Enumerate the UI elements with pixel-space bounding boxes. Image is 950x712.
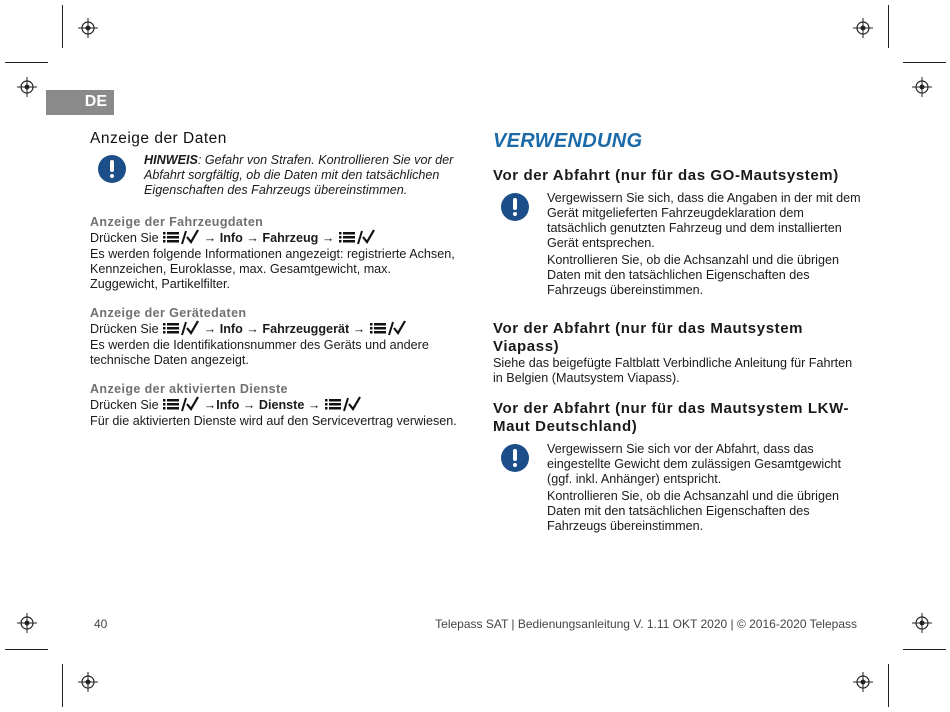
warning-icon <box>501 444 529 472</box>
path-step-info: Info <box>219 322 243 336</box>
device-data-title: Anzeige der Gerätedaten <box>90 306 247 320</box>
arrow-icon: → <box>242 398 256 412</box>
crop-mark <box>903 62 946 63</box>
path-step-device: Fahrzeuggerät <box>262 322 350 336</box>
press-label: Drücken Sie <box>90 398 159 412</box>
menu-check-icon <box>324 396 362 412</box>
page-title: VERWENDUNG <box>493 130 643 152</box>
warning-icon <box>98 155 126 183</box>
path-step-info: Info <box>216 398 240 412</box>
crop-mark <box>888 5 889 48</box>
go-note-p1: Vergewissern Sie sich, dass die Angaben in der mit dem Gerät mitgelieferten Fahrzeugdeklaration dem tatsächlich genutzten Fahrzeug und dem installierten Gerät entsprechen. <box>547 191 861 250</box>
crop-mark <box>888 664 889 707</box>
crop-mark <box>5 649 48 650</box>
go-note-p2: Kontrollieren Sie, ob die Achsanzahl und die übrigen Daten mit den tatsächlichen Eigenschaften des Fahrzeugs übereinstimmen. <box>547 253 839 297</box>
warning-text <box>144 153 460 198</box>
registration-mark-icon <box>912 77 932 97</box>
registration-mark-icon <box>78 18 98 38</box>
crop-mark <box>62 5 63 48</box>
registration-mark-icon <box>853 18 873 38</box>
registration-mark-icon <box>17 77 37 97</box>
warning-note <box>90 153 460 198</box>
arrow-icon: → <box>203 398 217 412</box>
language-tab-label: DE <box>84 93 107 110</box>
menu-check-icon <box>162 229 200 245</box>
right-column <box>493 130 863 534</box>
note-body: : Gefahr von Strafen. Kontrollieren Sie vor der Abfahrt sorgfältig, ob die Daten mit den tatsächlichen Eigenschaften des Fahrzeugs übereinstimmen. <box>144 153 454 197</box>
registration-mark-icon <box>853 672 873 692</box>
left-column <box>90 130 460 429</box>
go-section-heading: Vor der Abfahrt (nur für das GO-Mautsystem) <box>493 167 839 184</box>
services-desc: Für die aktivierten Dienste wird auf den Servicevertrag verwiesen. <box>90 414 457 428</box>
page-number: 40 <box>94 617 108 631</box>
language-tab <box>46 90 114 115</box>
arrow-icon: → <box>246 322 259 336</box>
note-label: HINWEIS <box>144 153 198 167</box>
arrow-icon: → <box>203 231 217 245</box>
warning-icon <box>501 193 529 221</box>
press-label: Drücken Sie <box>90 322 159 336</box>
registration-mark-icon <box>78 672 98 692</box>
device-data-path <box>90 320 460 338</box>
arrow-icon: → <box>321 231 335 245</box>
arrow-icon: → <box>352 322 366 336</box>
path-step-info: Info <box>219 231 243 245</box>
vehicle-data-desc: Es werden folgende Informationen angezeigt: registrierte Achsen, Kennzeichen, Euroklasse, max. Gesamtgewicht, max. Zuggewicht, Partikelfilter. <box>90 247 455 291</box>
crop-mark <box>62 664 63 707</box>
lkw-note-p2: Kontrollieren Sie, ob die Achsanzahl und die übrigen Daten mit den tatsächlichen Eigenschaften des Fahrzeugs übereinstimmen. <box>547 489 839 533</box>
arrow-icon: → <box>203 322 217 336</box>
path-step-services: Dienste <box>258 398 305 412</box>
menu-check-icon <box>369 320 407 336</box>
viapass-section-heading: Vor der Abfahrt (nur für das Mautsystem Viapass) <box>493 320 804 355</box>
lkw-note-p1: Vergewissern Sie sich vor der Abfahrt, dass das eingestellte Gewicht dem zulässigen Gesamtgewicht (ggf. inkl. Anhänger) entspricht. <box>547 442 841 486</box>
device-data-desc: Es werden die Identifikationsnummer des Geräts und andere technische Daten angezeigt. <box>90 338 429 367</box>
services-title: Anzeige der aktivierten Dienste <box>90 382 288 396</box>
footer-text: Telepass SAT | Bedienungsanleitung V. 1.11 OKT 2020 | © 2016-2020 Telepass <box>435 617 857 631</box>
services-path <box>90 396 460 414</box>
press-label: Drücken Sie <box>90 231 159 245</box>
registration-mark-icon <box>17 613 37 633</box>
go-note <box>493 191 863 298</box>
registration-mark-icon <box>912 613 932 633</box>
menu-check-icon <box>162 396 200 412</box>
crop-mark <box>903 649 946 650</box>
crop-mark <box>5 62 48 63</box>
section-heading-display-data: Anzeige der Daten <box>90 130 227 147</box>
viapass-text: Siehe das beigefügte Faltblatt Verbindliche Anleitung für Fahrten in Belgien (Mautsystem Viapass). <box>493 356 853 385</box>
path-step-vehicle: Fahrzeug <box>262 231 319 245</box>
vehicle-data-path <box>90 229 460 247</box>
arrow-icon: → <box>246 231 259 245</box>
arrow-icon: → <box>307 398 321 412</box>
vehicle-data-title: Anzeige der Fahrzeugdaten <box>90 215 264 229</box>
menu-check-icon <box>338 229 376 245</box>
menu-check-icon <box>162 320 200 336</box>
lkw-note <box>493 442 863 534</box>
lkw-section-heading: Vor der Abfahrt (nur für das Mautsystem LKW-Maut Deutschland) <box>493 400 850 435</box>
